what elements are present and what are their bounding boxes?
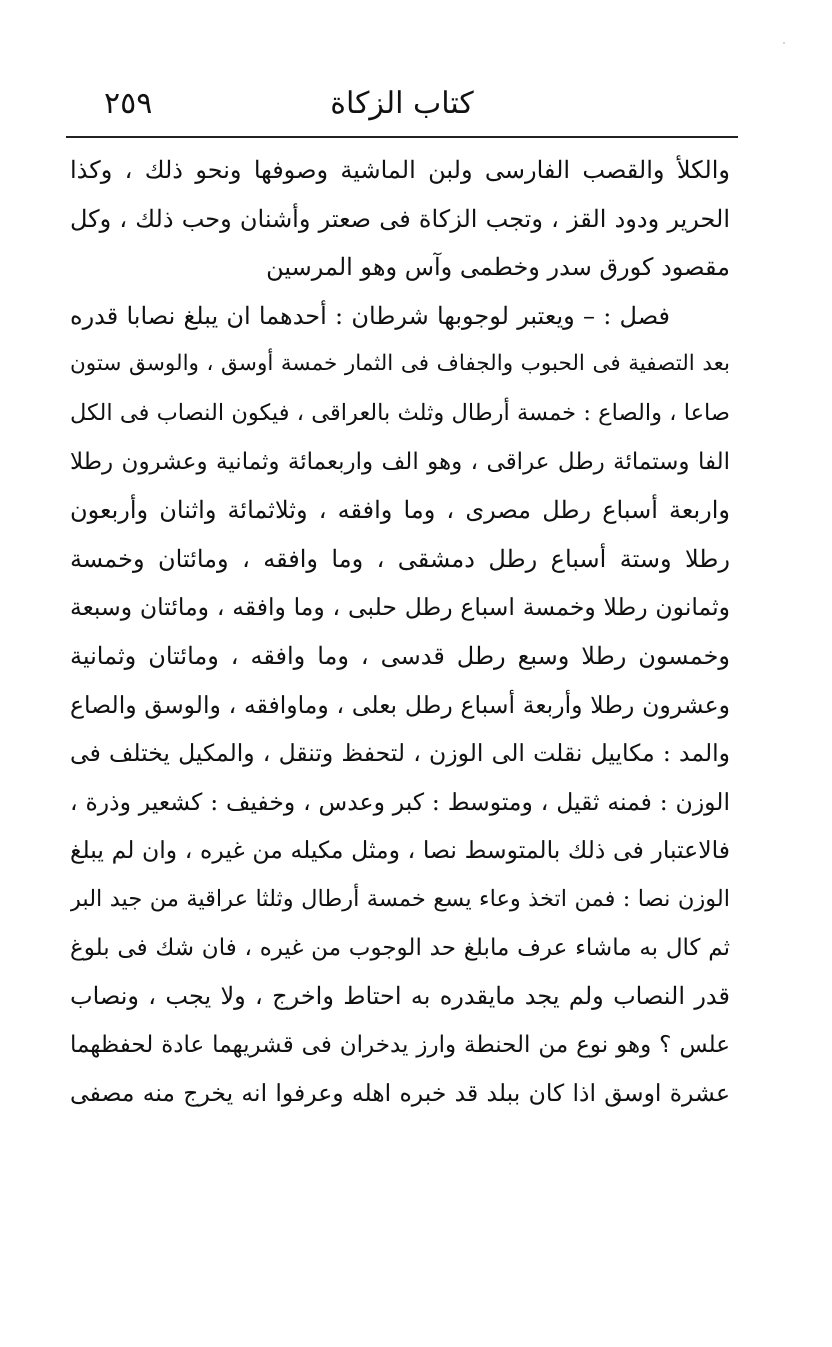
text-line: والكلأ والقصب الفارسى ولبن الماشية وصوفها ونحو ذلك ، وكذا xyxy=(70,156,730,184)
running-title: كتاب الزكاة xyxy=(330,86,474,121)
header-rule xyxy=(66,136,738,138)
text-line: ثم كال به ماشاء عرف مابلغ حد الوجوب من غيره ، فان شك فى بلوغ xyxy=(70,934,730,961)
text-line: وثمانون رطلا وخمسة اسباع رطل حلبى ، وما وافقه ، ومائتان وسبعة xyxy=(70,593,730,622)
page-number: ٢٥٩ xyxy=(104,86,153,121)
text-line: رطلا وستة أسباع رطل دمشقى ، وما وافقه ، ومائتان وخمسة xyxy=(70,544,730,573)
text-line: الفا وستمائة رطل عراقى ، وهو الف واربعمائة وثمانية وعشرون رطلا xyxy=(70,448,730,475)
page-header xyxy=(66,82,738,132)
text-line: الحرير ودود القز ، وتجب الزكاة فى صعتر وأشنان وحب ذلك ، وكل xyxy=(70,204,730,233)
section-heading-line: فصل : – ويعتبر لوجوبها شرطان : أحدهما ان يبلغ نصابا قدره xyxy=(70,301,670,330)
text-line: والمد : مكاييل نقلت الى الوزن ، لتحفظ وتنقل ، والمكيل يختلف فى xyxy=(70,739,730,768)
text-line: عشرة اوسق اذا كان ببلد قد خبره اهله وعرفوا انه يخرج منه مصفى xyxy=(70,1079,730,1108)
text-line: قدر النصاب ولم يجد مايقدره به احتاط واخرج ، ولا يجب ، ونصاب xyxy=(70,982,730,1011)
text-line: واربعة أسباع رطل مصرى ، وما وافقه ، وثلاثمائة واثنان وأربعون xyxy=(70,496,730,525)
text-line: الوزن : فمنه ثقيل ، ومتوسط : كبر وعدس ، وخفيف : كشعير وذرة ، xyxy=(70,787,730,816)
paper-speck xyxy=(783,42,785,44)
text-line: وخمسون رطلا وسبع رطل قدسى ، وما وافقه ، ومائتان وثمانية xyxy=(70,641,730,670)
text-line: فالاعتبار فى ذلك بالمتوسط نصا ، ومثل مكيله من غيره ، وان لم يبلغ xyxy=(70,836,730,865)
text-line: علس ؟ وهو نوع من الحنطة وارز يدخران فى قشريهما عادة لحفظهما xyxy=(70,1031,730,1058)
text-line: وعشرون رطلا وأربعة أسباع رطل بعلى ، وماوافقه ، والوسق والصاع xyxy=(70,690,730,719)
text-line: صاعا ، والصاع : خمسة أرطال وثلث بالعراقى ، فيكون النصاب فى الكل xyxy=(70,399,730,426)
text-line: الوزن نصا : فمن اتخذ وعاء يسع خمسة أرطال وثلثا عراقية من جيد البر xyxy=(70,885,730,912)
text-line: مقصود كورق سدر وخطمى وآس وهو المرسين xyxy=(266,253,730,282)
text-line: بعد التصفية فى الحبوب والجفاف فى الثمار خمسة أوسق ، والوسق ستون xyxy=(70,351,730,377)
body-text xyxy=(70,146,730,1118)
